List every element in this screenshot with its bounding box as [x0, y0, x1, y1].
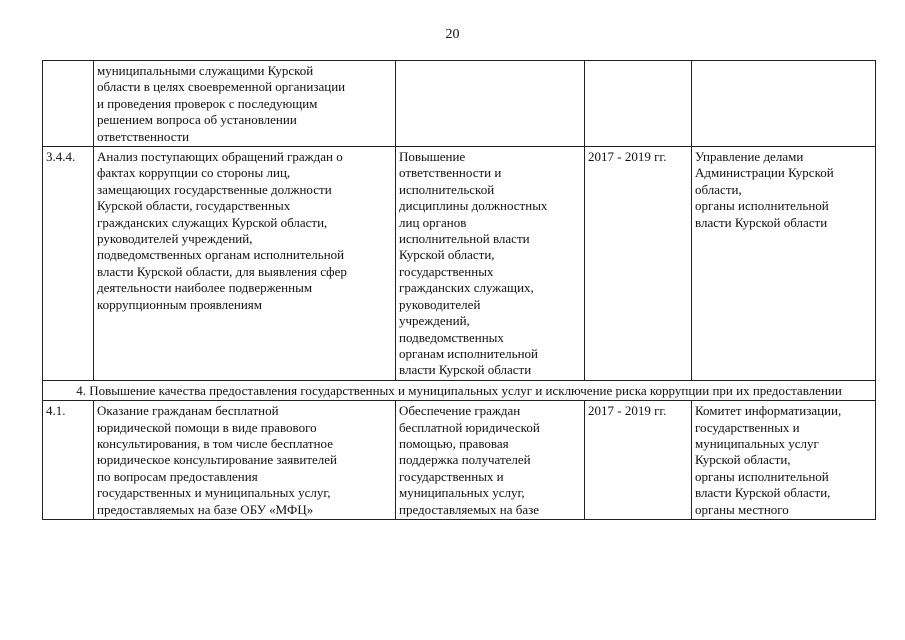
measures-table — [42, 60, 876, 520]
executor-cell — [692, 61, 876, 147]
row-number-cell: 4.1. — [43, 401, 94, 520]
measure-cell: Анализ поступающих обращений граждан о фактах коррупции со стороны лиц, замещающих государственные должности Курской области, государственных гражданских служащих Курской области, руководителей учреждений, подведомственных органам исполнительной власти Курской области, для выявления сфер деятельности наиболее подверженным коррупционным проявлениям — [94, 147, 396, 381]
table-row-4-1 — [43, 401, 876, 520]
result-cell: Повышение ответственности и исполнительской дисциплины должностных лиц органов исполнительной власти Курской области, государственных гражданских служащих, руководителей учреждений, подведомственных органам исполнительной власти Курской области — [396, 147, 585, 381]
executor-cell: Управление делами Администрации Курской области, органы исполнительной власти Курской области — [692, 147, 876, 381]
row-number-cell: 3.4.4. — [43, 147, 94, 381]
period-cell — [585, 61, 692, 147]
section-heading-row — [43, 380, 876, 400]
section-heading: 4. Повышение качества предоставления государственных и муниципальных услуг и исключение риска коррупции при их предоставлении — [43, 380, 876, 400]
page-number: 20 — [445, 27, 460, 42]
period-cell: 2017 - 2019 гг. — [585, 401, 692, 520]
measure-cell: муниципальными служащими Курской области в целях своевременной организации и проведения проверок с последующим решением вопроса об установлении ответственности — [94, 61, 396, 147]
row-number-cell — [43, 61, 94, 147]
result-cell — [396, 61, 585, 147]
table-row-continued — [43, 61, 876, 147]
executor-cell: Комитет информатизации, государственных и муниципальных услуг Курской области, органы исполнительной власти Курской области, органы местного — [692, 401, 876, 520]
period-cell: 2017 - 2019 гг. — [585, 147, 692, 381]
measure-cell: Оказание гражданам бесплатной юридической помощи в виде правового консультирования, в том числе бесплатное юридическое консультирование заявителей по вопросам предоставления государственных и муниципальных услуг, предоставляемых на базе ОБУ «МФЦ» — [94, 401, 396, 520]
result-cell: Обеспечение граждан бесплатной юридической помощью, правовая поддержка получателей государственных и муниципальных услуг, предоставляемых на базе — [396, 401, 585, 520]
table-row-3-4-4 — [43, 147, 876, 381]
